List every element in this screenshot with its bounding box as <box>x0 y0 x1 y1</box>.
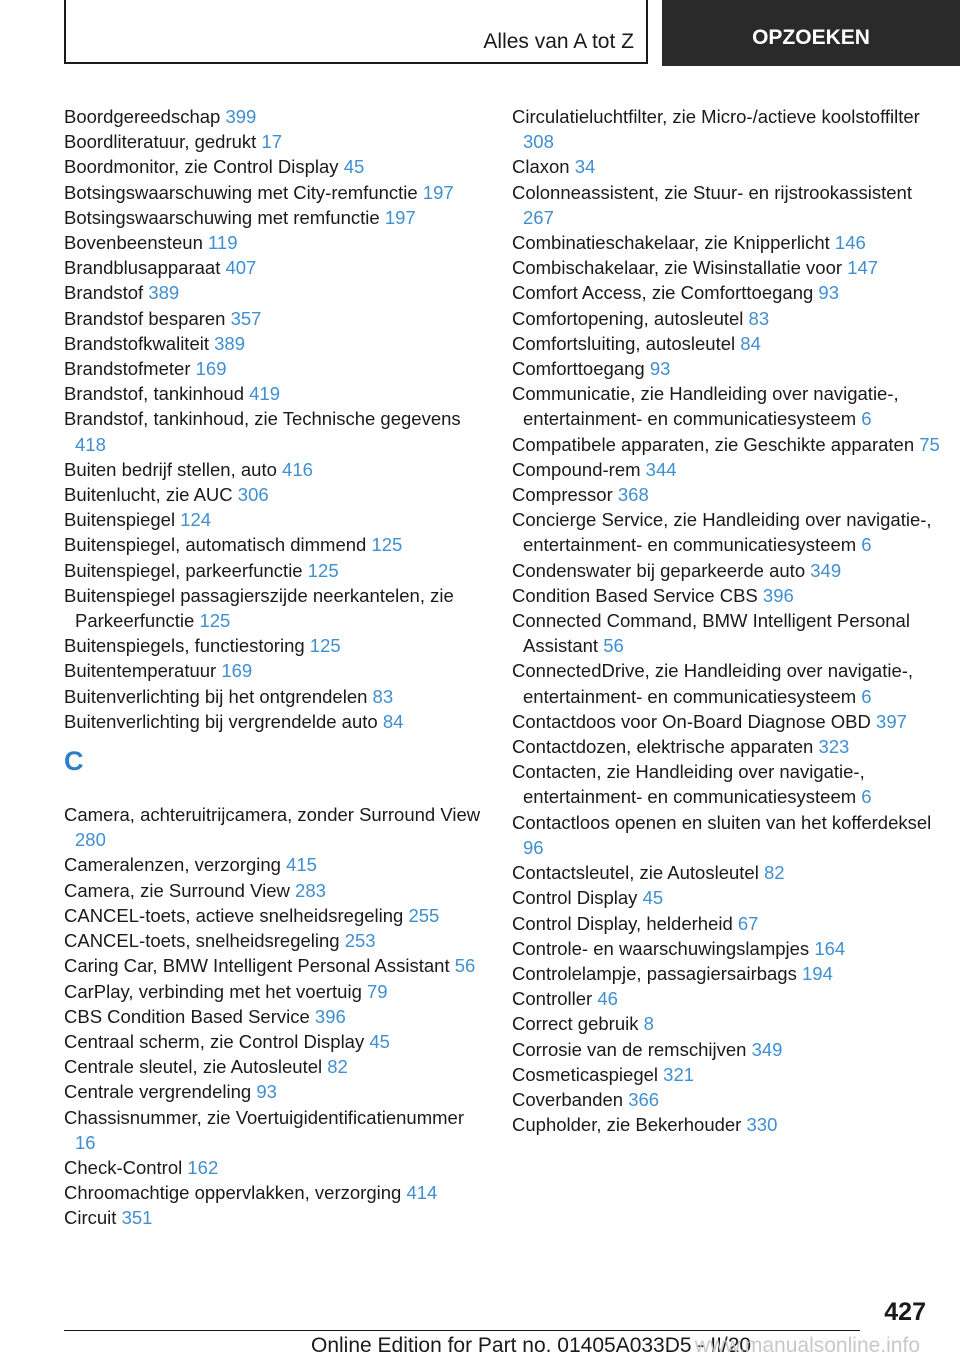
page-link[interactable]: 368 <box>617 484 649 506</box>
entry-text: Buitentemperatuur <box>64 660 217 682</box>
page-link[interactable]: 16 <box>75 1131 96 1153</box>
page-link[interactable]: 414 <box>406 1182 438 1204</box>
page-link[interactable]: 83 <box>748 307 770 329</box>
entry-text: Bovenbeensteun <box>64 232 203 254</box>
page-link[interactable]: 253 <box>344 930 376 952</box>
page-link[interactable]: 397 <box>876 710 907 732</box>
page-link[interactable]: 396 <box>314 1005 346 1027</box>
index-entry <box>512 1087 942 1112</box>
page-link[interactable]: 119 <box>208 232 238 254</box>
index-entry <box>64 129 484 154</box>
entry-text: Control Display, helderheid <box>512 912 733 934</box>
page-link[interactable]: 93 <box>649 358 671 380</box>
entry-text: Contactsleutel, zie Autosleutel <box>512 862 759 884</box>
page-link[interactable]: 93 <box>256 1081 277 1103</box>
index-entry <box>512 860 942 885</box>
page-link[interactable]: 357 <box>230 307 262 329</box>
page-link[interactable]: 17 <box>261 131 283 153</box>
entry-text: Contacten, zie Handleiding over navigatie-, entertainment- en communicatiesysteem <box>512 761 865 808</box>
page-link[interactable]: 147 <box>847 257 879 279</box>
page-link[interactable]: 169 <box>221 660 253 682</box>
entry-text: CANCEL-toets, actieve snelheidsregeling <box>64 904 404 926</box>
page-link[interactable]: 419 <box>249 383 281 405</box>
page-link[interactable]: 146 <box>834 232 866 254</box>
index-entry <box>512 961 942 986</box>
page-link[interactable]: 366 <box>628 1088 660 1110</box>
page-link[interactable]: 280 <box>75 829 106 851</box>
index-entry <box>64 356 484 381</box>
entry-text: Brandstof besparen <box>64 307 226 329</box>
section-letter-heading: C <box>64 746 84 777</box>
entry-text: Contactdoos voor On-Board Diagnose OBD <box>512 710 871 732</box>
entry-text: Colonneassistent, zie Stuur- en rijstrookassistent <box>512 181 912 203</box>
index-entry <box>64 1054 484 1079</box>
index-entry <box>64 1180 484 1205</box>
page-link[interactable]: 330 <box>746 1114 778 1136</box>
page-link[interactable]: 6 <box>861 534 872 556</box>
index-entry <box>512 1011 942 1036</box>
entry-text: Correct gebruik <box>512 1013 639 1035</box>
page-link[interactable]: 82 <box>327 1056 348 1078</box>
index-entry <box>512 180 942 230</box>
index-entry <box>64 684 484 709</box>
page-link[interactable]: 56 <box>603 635 624 657</box>
entry-text: CBS Condition Based Service <box>64 1005 310 1027</box>
index-entry <box>512 381 942 431</box>
footer-divider <box>64 1330 860 1331</box>
page-link[interactable]: 306 <box>237 484 269 506</box>
index-entry <box>64 1029 484 1054</box>
page-link[interactable]: 162 <box>187 1156 219 1178</box>
entry-text: Communicatie, zie Handleiding over navigatie-, entertainment- en communicatiesysteem <box>512 383 899 430</box>
index-entry <box>64 1079 484 1104</box>
page-link[interactable]: 93 <box>818 282 839 304</box>
entry-text: Controller <box>512 988 593 1010</box>
page-link[interactable]: 82 <box>763 862 785 884</box>
index-entry <box>64 482 484 507</box>
page-link[interactable]: 321 <box>663 1063 695 1085</box>
entry-text: Combinatieschakelaar, zie Knipperlicht <box>512 232 830 254</box>
page-link[interactable]: 75 <box>919 433 940 455</box>
page-link[interactable]: 34 <box>574 156 596 178</box>
index-entry <box>512 230 942 255</box>
entry-text: Boordmonitor, zie Control Display <box>64 156 339 178</box>
page-link[interactable]: 125 <box>309 635 341 657</box>
page-link[interactable]: 8 <box>643 1013 654 1035</box>
entry-text: Combischakelaar, zie Wisinstallatie voor <box>512 257 843 279</box>
entry-text: Centraal scherm, zie Control Display <box>64 1030 365 1052</box>
page-link[interactable]: 79 <box>367 980 388 1002</box>
page-link[interactable]: 45 <box>343 156 365 178</box>
index-entry <box>64 180 484 205</box>
page-link[interactable]: 169 <box>195 358 227 380</box>
page-link[interactable]: 323 <box>818 736 850 758</box>
index-entry <box>512 507 942 557</box>
entry-text: Buitenspiegels, functiestoring <box>64 635 305 657</box>
page-link[interactable]: 45 <box>642 887 664 909</box>
entry-text: Cameralenzen, verzorging <box>64 854 281 876</box>
page-link[interactable]: 349 <box>810 559 842 581</box>
page-link[interactable]: 308 <box>523 131 554 153</box>
entry-text: Camera, achteruitrijcamera, zonder Surround View <box>64 804 481 826</box>
page-link[interactable]: 255 <box>408 904 440 926</box>
entry-text: Concierge Service, zie Handleiding over navigatie-, entertainment- en communicatiesysteem <box>512 509 932 556</box>
entry-text: Brandblusapparaat <box>64 257 221 279</box>
page-link[interactable]: 84 <box>382 710 404 732</box>
entry-text: Botsingswaarschuwing met City-remfunctie <box>64 181 418 203</box>
entry-text: Buitenspiegel, automatisch dimmend <box>64 534 367 556</box>
entry-text: Buiten bedrijf stellen, auto <box>64 458 277 480</box>
section-title: Alles van A tot Z <box>483 30 634 53</box>
index-column-left <box>64 104 484 1231</box>
index-entry <box>64 457 484 482</box>
index-entry <box>64 154 484 179</box>
index-entry <box>512 658 942 708</box>
entry-text: Corrosie van de remschijven <box>512 1038 747 1060</box>
page-link[interactable]: 344 <box>645 458 677 480</box>
page-link[interactable]: 67 <box>737 912 759 934</box>
index-entry <box>512 558 942 583</box>
entry-text: Comforttoegang <box>512 358 645 380</box>
index-entry <box>64 928 484 953</box>
entry-text: Compatibele apparaten, zie Geschikte apparaten <box>512 433 915 455</box>
page-link[interactable]: 416 <box>282 458 313 480</box>
entry-text: Control Display <box>512 887 638 909</box>
entry-text: Circuit <box>64 1207 117 1229</box>
page-link[interactable]: 125 <box>307 559 339 581</box>
page-link[interactable]: 351 <box>121 1207 153 1229</box>
entry-text: Brandstof, tankinhoud, zie Technische gegevens <box>64 408 461 430</box>
index-entry <box>512 810 942 860</box>
entry-text: Buitenverlichting bij vergrendelde auto <box>64 710 378 732</box>
page-link[interactable]: 283 <box>295 879 326 901</box>
index-entry <box>512 104 942 154</box>
entry-text: Compressor <box>512 484 613 506</box>
index-entry <box>64 558 484 583</box>
index-entry <box>512 759 942 809</box>
index-entry <box>64 230 484 255</box>
page-link[interactable]: 83 <box>372 685 394 707</box>
index-column-right <box>512 104 942 1137</box>
entry-text: Comfort Access, zie Comforttoegang <box>512 282 814 304</box>
index-entry <box>512 608 942 658</box>
page-link[interactable]: 407 <box>225 257 257 279</box>
index-entry <box>64 878 484 903</box>
page-link[interactable]: 267 <box>523 206 554 228</box>
page-link[interactable]: 96 <box>523 836 544 858</box>
index-entry <box>64 709 484 734</box>
page-link[interactable]: 125 <box>199 610 231 632</box>
entry-text: Condition Based Service CBS <box>512 584 758 606</box>
page-link[interactable]: 418 <box>75 433 106 455</box>
index-entry <box>512 1062 942 1087</box>
entry-text: Check-Control <box>64 1156 183 1178</box>
page-number: 427 <box>884 1298 926 1326</box>
entry-text: Controle- en waarschuwingslampjes <box>512 937 810 959</box>
index-entry <box>64 1205 484 1230</box>
entry-text: Cosmeticaspiegel <box>512 1063 659 1085</box>
index-entry <box>64 381 484 406</box>
index-entry <box>64 331 484 356</box>
page-link[interactable]: 396 <box>762 584 794 606</box>
entry-text: Brandstofkwaliteit <box>64 332 209 354</box>
entry-text: Brandstofmeter <box>64 358 191 380</box>
index-entry <box>512 986 942 1011</box>
index-entry <box>512 911 942 936</box>
entry-text: Comfortsluiting, autosleutel <box>512 332 736 354</box>
page-link[interactable]: 6 <box>861 786 872 808</box>
entry-text: Condenswater bij geparkeerde auto <box>512 559 806 581</box>
entry-text: Boordgereedschap <box>64 106 221 127</box>
entry-text: Buitenspiegel, parkeerfunctie <box>64 559 303 581</box>
entry-text: Brandstof, tankinhoud <box>64 383 244 405</box>
entry-text: Coverbanden <box>512 1088 624 1110</box>
index-entry <box>512 457 942 482</box>
page-link[interactable]: 194 <box>802 962 833 984</box>
index-entry <box>512 1112 942 1137</box>
page-link[interactable]: 124 <box>180 509 212 531</box>
index-entry <box>512 583 942 608</box>
entries-c <box>64 802 484 1230</box>
index-entry <box>64 306 484 331</box>
index-entry <box>64 979 484 1004</box>
index-entry <box>64 1004 484 1029</box>
index-entry <box>64 1155 484 1180</box>
index-entry <box>512 432 942 457</box>
index-entry <box>64 583 484 633</box>
index-entry <box>512 154 942 179</box>
page-link[interactable]: 197 <box>422 181 454 203</box>
page-link[interactable]: 84 <box>740 332 761 354</box>
entry-text: Caring Car, BMW Intelligent Personal Assistant <box>64 955 450 977</box>
index-entry <box>512 331 942 356</box>
tab-opzoeken[interactable] <box>662 0 960 66</box>
entry-text: Botsingswaarschuwing met remfunctie <box>64 206 380 228</box>
watermark: www.manualsonline.info <box>694 1334 920 1357</box>
page-link[interactable]: 46 <box>597 988 618 1010</box>
index-entry <box>512 885 942 910</box>
page-link[interactable]: 389 <box>148 282 180 304</box>
page-link[interactable]: 399 <box>225 106 257 127</box>
entry-text: Buitenspiegel <box>64 509 176 531</box>
entry-text: Compound-rem <box>512 458 641 480</box>
page-link[interactable]: 45 <box>369 1030 390 1052</box>
entry-text: CANCEL-toets, snelheidsregeling <box>64 930 340 952</box>
page-link[interactable]: 389 <box>214 332 245 354</box>
page-link[interactable]: 125 <box>371 534 403 556</box>
index-entry <box>64 852 484 877</box>
page-link[interactable]: 349 <box>751 1038 783 1060</box>
entry-text: CarPlay, verbinding met het voertuig <box>64 980 362 1002</box>
index-entry <box>64 104 484 129</box>
index-entry <box>512 1037 942 1062</box>
entry-text: Boordliteratuur, gedrukt <box>64 131 257 153</box>
entry-text: ConnectedDrive, zie Handleiding over navigatie-, entertainment- en communicatiesysteem <box>512 660 914 707</box>
index-entry <box>64 205 484 230</box>
index-entry <box>64 255 484 280</box>
entry-text: Contactdozen, elektrische apparaten <box>512 736 814 758</box>
entry-text: Chassisnummer, zie Voertuigidentificatienummer <box>64 1106 464 1128</box>
page-link[interactable]: 6 <box>861 408 872 430</box>
index-entry <box>512 280 942 305</box>
entries-b <box>64 104 484 734</box>
page-link[interactable]: 164 <box>814 937 846 959</box>
index-entry <box>512 936 942 961</box>
index-entry <box>64 802 484 852</box>
entry-text: Chroomachtige oppervlakken, verzorging <box>64 1182 402 1204</box>
entry-text: Brandstof <box>64 282 144 304</box>
page-link[interactable]: 415 <box>286 854 317 876</box>
index-entry <box>512 255 942 280</box>
entry-text: Centrale vergrendeling <box>64 1081 252 1103</box>
entry-text: Controlelampje, passagiersairbags <box>512 962 797 984</box>
index-entry <box>64 1105 484 1155</box>
entry-text: Cupholder, zie Bekerhouder <box>512 1114 742 1136</box>
index-entry <box>64 903 484 928</box>
index-entry <box>512 709 942 734</box>
tab-label: OPZOEKEN <box>752 26 870 49</box>
index-entry <box>512 356 942 381</box>
entries-c-continued <box>512 104 942 1137</box>
entry-text: Connected Command, BMW Intelligent Personal Assistant <box>512 610 910 657</box>
entry-text: Camera, zie Surround View <box>64 879 290 901</box>
index-entry <box>512 482 942 507</box>
page-link[interactable]: 197 <box>384 206 416 228</box>
index-entry <box>64 532 484 557</box>
entry-text: Circulatieluchtfilter, zie Micro-/actieve koolstoffilter <box>512 106 920 127</box>
index-entry <box>64 953 484 978</box>
entry-text: Claxon <box>512 156 570 178</box>
index-entry <box>64 658 484 683</box>
entry-text: Centrale sleutel, zie Autosleutel <box>64 1056 323 1078</box>
entry-text: Buitenlucht, zie AUC <box>64 484 233 506</box>
index-entry <box>64 633 484 658</box>
page-link[interactable]: 56 <box>454 955 476 977</box>
entry-text: Contactloos openen en sluiten van het kofferdeksel <box>512 811 932 833</box>
page-link[interactable]: 6 <box>861 685 872 707</box>
index-entry <box>512 734 942 759</box>
entry-text: Comfortopening, autosleutel <box>512 307 744 329</box>
index-entry <box>64 507 484 532</box>
entry-text: Buitenspiegel passagierszijde neerkantelen, zie Parkeerfunctie <box>64 584 454 632</box>
index-entry <box>64 280 484 305</box>
entry-text: Buitenverlichting bij het ontgrendelen <box>64 685 368 707</box>
index-entry <box>512 306 942 331</box>
edition-text: Online Edition for Part no. 01405A033D5 - II/20 <box>311 1334 752 1357</box>
index-entry <box>64 406 484 456</box>
